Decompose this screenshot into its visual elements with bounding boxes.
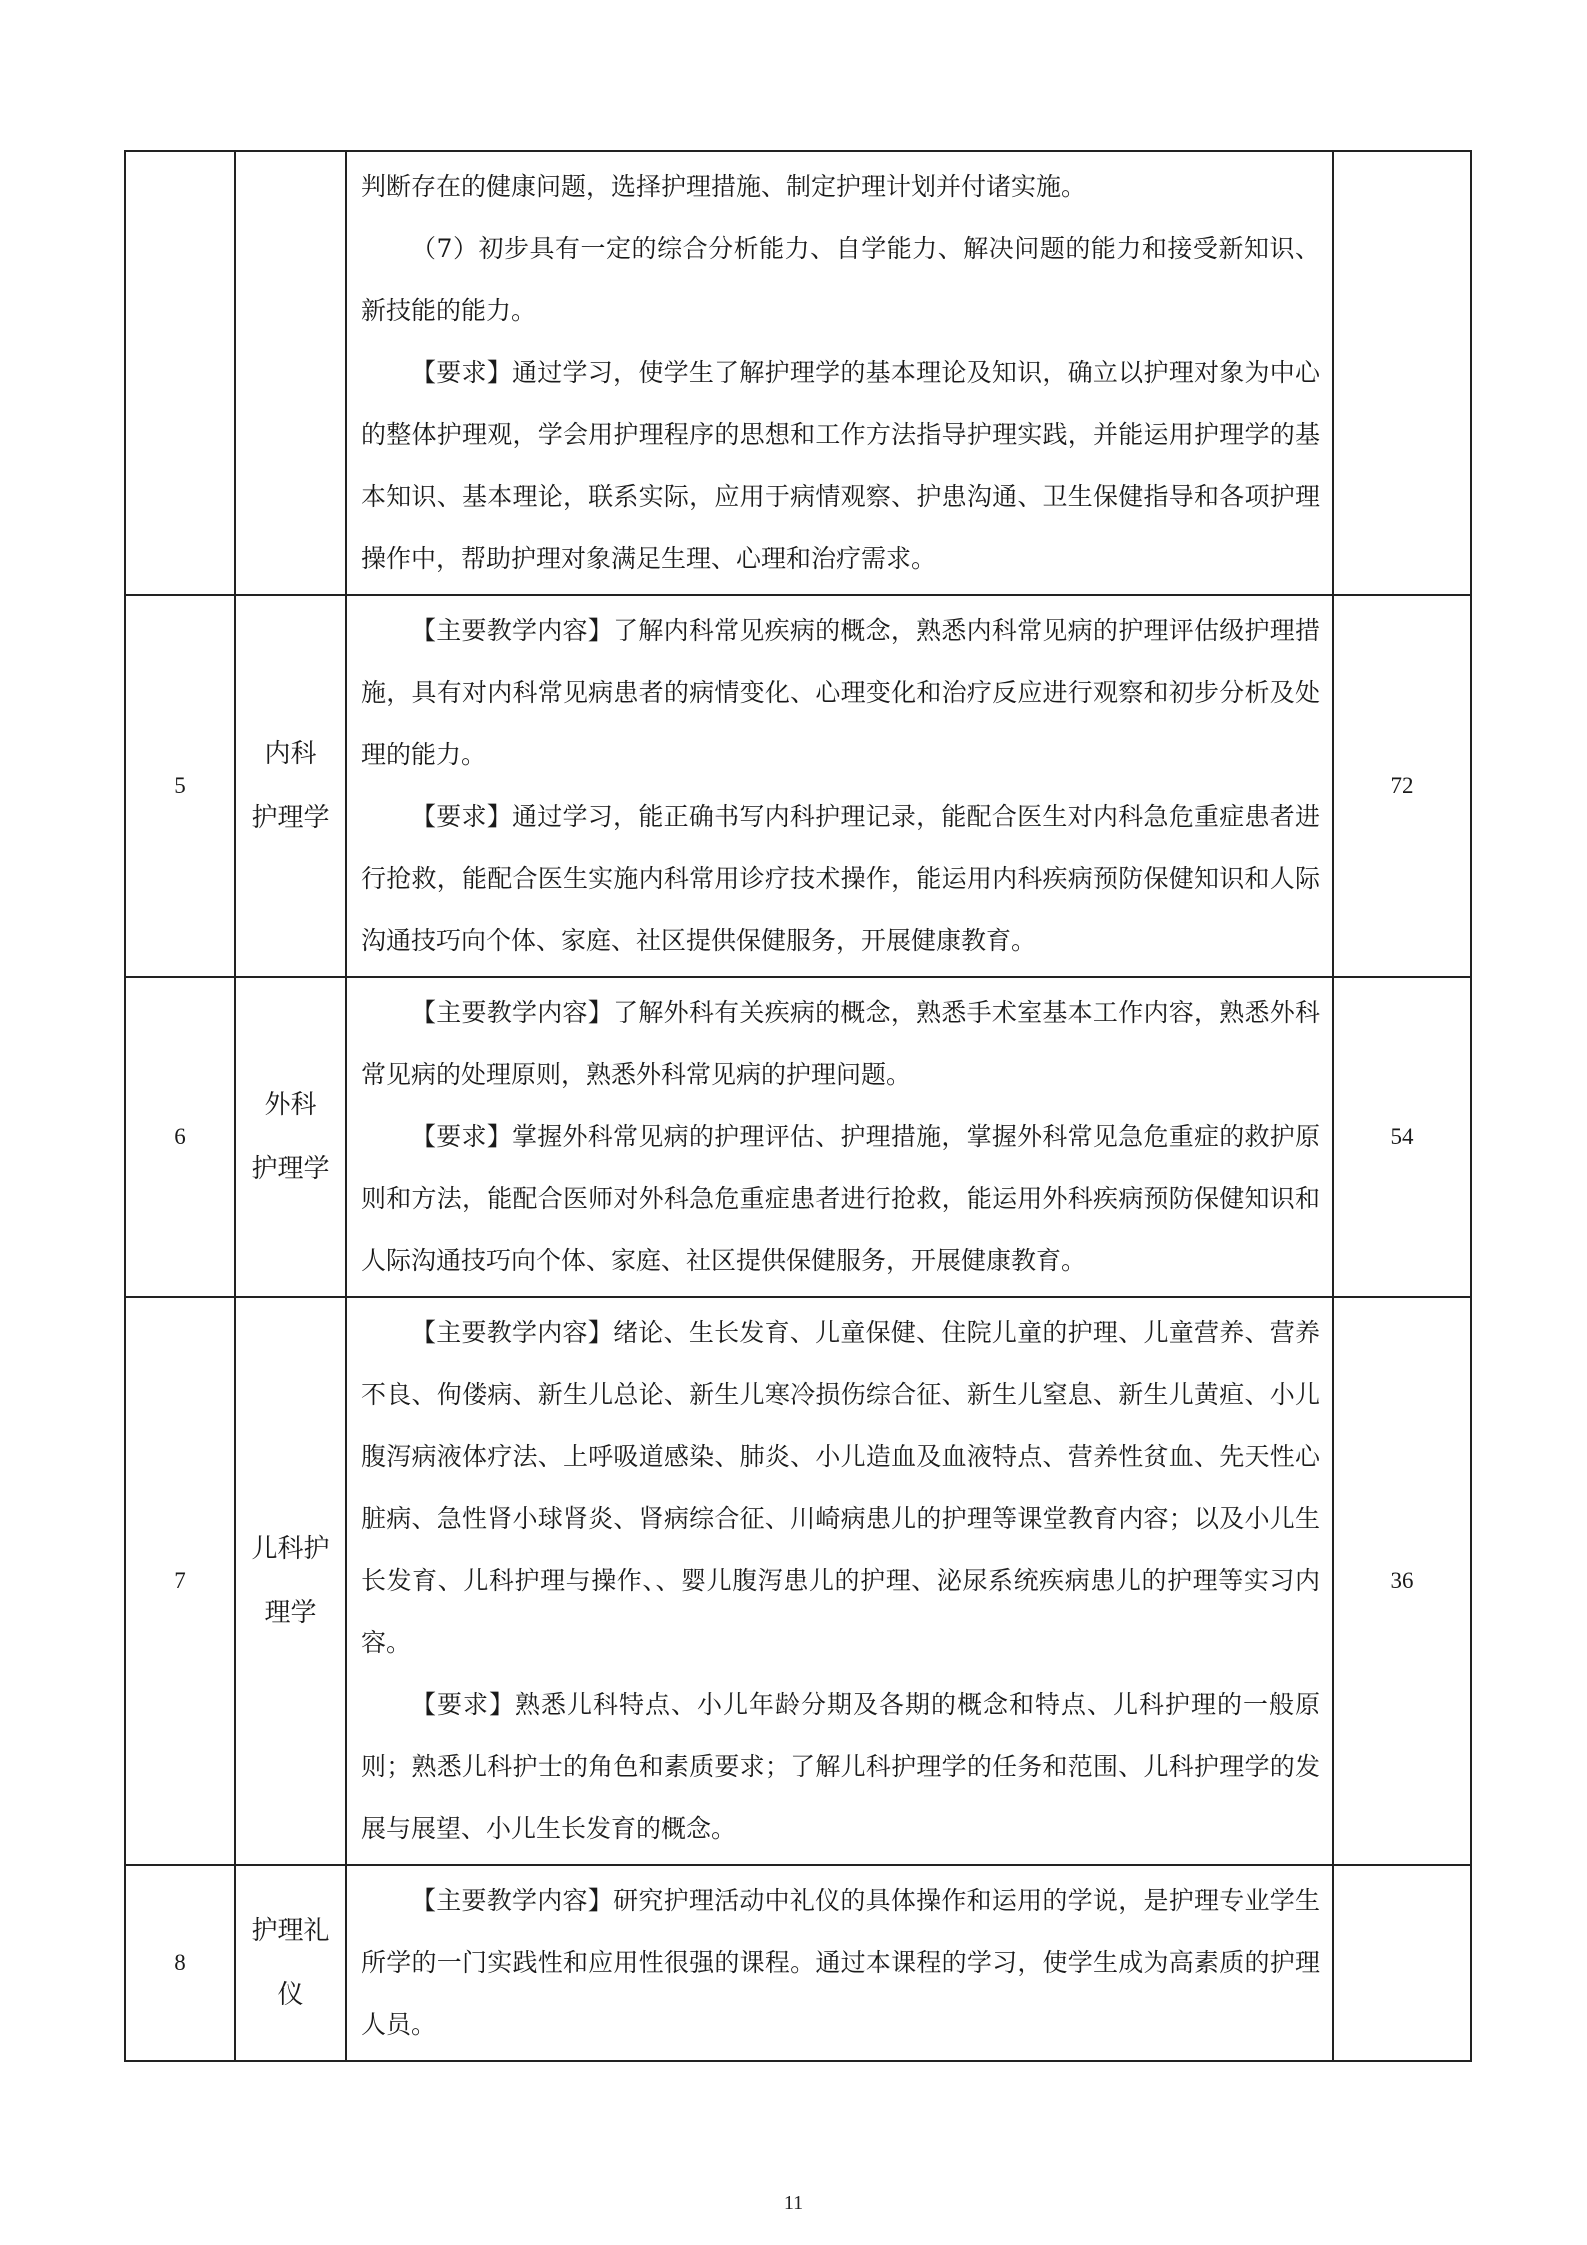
course-content-cell [346,1865,1333,2061]
table-row [125,1297,1471,1865]
course-table [124,150,1472,2062]
content-paragraph [361,218,1320,342]
section-tag: 【要求】 [411,358,513,387]
content-paragraph [361,786,1320,972]
course-name-line: 理学 [264,1598,317,1628]
course-name-line: 内科 [264,739,317,769]
table-row [125,151,1471,595]
course-number-cell: 5 [125,595,235,977]
paragraph-text: 了解内科常见疾病的概念，熟悉内科常见病的护理评估级护理措施，具有对内科常见病患者的病情变化、心理变化和治疗反应进行观察和初步分析及处理的能力。 [361,616,1320,769]
paragraph-text: 通过学习，能正确书写内科护理记录，能配合医生对内科急危重症患者进行抢救，能配合医生实施内科常用诊疗技术操作，能运用内科疾病预防保健知识和人际沟通技巧向个体、家庭、社区提供保健服务，开展健康教育。 [361,802,1320,955]
paragraph-text: 了解外科有关疾病的概念，熟悉手术室基本工作内容，熟悉外科常见病的处理原则，熟悉外科常见病的护理问题。 [361,998,1320,1089]
table-row [125,595,1471,977]
course-number-cell: 8 [125,1865,235,2061]
page-number: 11 [783,2192,804,2214]
course-number-cell: 7 [125,1297,235,1865]
course-name-line: 护理学 [251,1154,330,1184]
section-tag: 【主要教学内容】 [411,998,614,1027]
content-paragraph [361,1106,1320,1292]
course-name-line: 护理礼 [251,1916,330,1946]
table-row [125,977,1471,1297]
course-name-line: 外科 [264,1090,317,1120]
course-name-line: 仪 [277,1980,304,2010]
content-paragraph [361,156,1320,218]
course-content-cell [346,595,1333,977]
course-content-cell [346,1297,1333,1865]
section-tag: 【主要教学内容】 [411,1318,614,1347]
paragraph-text: 判断存在的健康问题，选择护理措施、制定护理计划并付诸实施。 [361,172,1087,201]
content-paragraph [361,982,1320,1106]
content-paragraph [361,342,1320,590]
paragraph-text: （7）初步具有一定的综合分析能力、自学能力、解决问题的能力和接受新知识、新技能的能力。 [361,234,1320,325]
course-number-cell [125,151,235,595]
content-paragraph [361,1302,1320,1674]
course-name-cell [235,977,346,1297]
paragraph-text: 熟悉儿科特点、小儿年龄分期及各期的概念和特点、儿科护理的一般原则；熟悉儿科护士的角色和素质要求；了解儿科护理学的任务和范围、儿科护理学的发展与展望、小儿生长发育的概念。 [361,1690,1320,1843]
course-hours-cell: 36 [1333,1297,1471,1865]
section-tag: 【主要教学内容】 [411,616,614,645]
course-name-cell [235,1865,346,2061]
paragraph-text: 绪论、生长发育、儿童保健、住院儿童的护理、儿童营养、营养不良、佝偻病、新生儿总论、新生儿寒冷损伤综合征、新生儿窒息、新生儿黄疸、小儿腹泻病液体疗法、上呼吸道感染、肺炎、小儿造血及血液特点、营养性贫血、先天性心脏病、急性肾小球肾炎、肾病综合征、川崎病患儿的护理等课堂教育内容；以及小儿生长发育、儿科护理与操作、、婴儿腹泻患儿的护理、泌尿系统疾病患儿的护理等实习内容。 [361,1318,1320,1657]
course-hours-cell: 54 [1333,977,1471,1297]
course-name-line: 护理学 [251,803,330,833]
course-table-body [125,151,1471,2061]
paragraph-text: 掌握外科常见病的护理评估、护理措施，掌握外科常见急危重症的救护原则和方法，能配合医师对外科急危重症患者进行抢救，能运用外科疾病预防保健知识和人际沟通技巧向个体、家庭、社区提供保健服务，开展健康教育。 [361,1122,1320,1275]
course-content-cell [346,151,1333,595]
course-number-cell: 6 [125,977,235,1297]
section-tag: 【要求】 [411,1122,513,1151]
course-hours-cell: 72 [1333,595,1471,977]
course-name-cell [235,1297,346,1865]
course-name-cell [235,151,346,595]
paragraph-text: 研究护理活动中礼仪的具体操作和运用的学说，是护理专业学生所学的一门实践性和应用性很强的课程。通过本课程的学习，使学生成为高素质的护理人员。 [361,1886,1320,2039]
course-hours-cell [1333,1865,1471,2061]
table-row [125,1865,1471,2061]
content-paragraph [361,600,1320,786]
content-paragraph [361,1870,1320,2056]
paragraph-text: 通过学习，使学生了解护理学的基本理论及知识，确立以护理对象为中心的整体护理观，学会用护理程序的思想和工作方法指导护理实践，并能运用护理学的基本知识、基本理论，联系实际，应用于病情观察、护患沟通、卫生保健指导和各项护理操作中，帮助护理对象满足生理、心理和治疗需求。 [361,358,1320,573]
section-tag: 【主要教学内容】 [411,1886,614,1915]
section-tag: 【要求】 [411,802,513,831]
section-tag: 【要求】 [411,1690,515,1719]
course-name-line: 儿科护 [251,1534,330,1564]
course-hours-cell [1333,151,1471,595]
course-content-cell [346,977,1333,1297]
content-paragraph [361,1674,1320,1860]
course-name-cell [235,595,346,977]
